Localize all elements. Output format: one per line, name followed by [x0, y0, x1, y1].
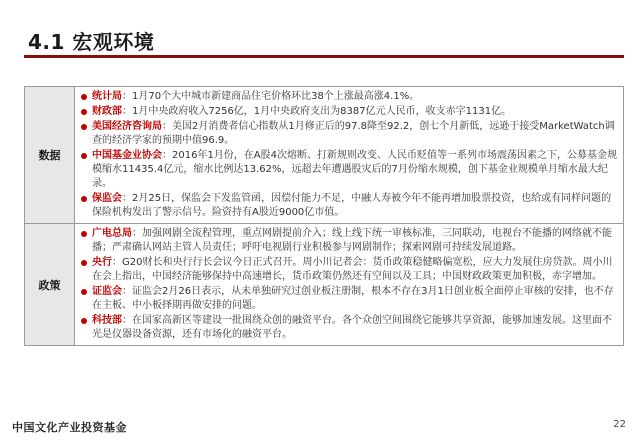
list-item [81, 285, 619, 313]
item-text: ：1月70个大中城市新建商品住宅价格环比38个上涨最高涨4.1%。 [122, 91, 420, 102]
item-source: 证监会 [92, 286, 122, 297]
list-item [81, 120, 619, 148]
bullet-icon [81, 124, 87, 130]
item-source: 财政部 [92, 106, 122, 117]
list-item [81, 105, 619, 119]
bullet-icon [81, 109, 87, 115]
fund-logo: 中国文化产业投资基金 [12, 421, 127, 434]
bullet-icon [81, 260, 87, 266]
category-label-data: 数据 [25, 87, 75, 224]
item-source: 央行 [92, 257, 112, 268]
bullet-icon [81, 153, 87, 159]
item-source: 保监会 [92, 193, 122, 204]
bullet-icon [81, 231, 87, 237]
list-item [81, 256, 619, 284]
category-content-policy [75, 224, 624, 346]
item-source: 美国经济咨询局 [92, 121, 162, 132]
item-source: 广电总局 [92, 228, 132, 239]
title-divider [24, 55, 624, 58]
item-text: ：2月25日，保监会下发监管函，因偿付能力不足，中融人寿被今年不能再增加股票投资，也给或有同样问题的保险机构发出了警示信号。险资持有A股近9000亿市值。 [92, 193, 612, 218]
table-row-data [25, 87, 624, 224]
list-item [81, 314, 619, 342]
item-text: ：在国家高新区等建设一批围绕众创的融资平台。各个众创空间围绕它能够共享资源，能够加速发展。这里面不光是仪器设备资源，还有市场化的融资平台。 [92, 315, 612, 340]
category-label-policy: 政策 [25, 224, 75, 346]
item-source: 中国基金业协会 [92, 150, 162, 161]
macro-environment-table [24, 86, 624, 346]
item-source: 科技部 [92, 315, 122, 326]
item-text: ：证监会2月26日表示，从未单独研究过创业板注册制，根本不存在3月1日创业板全面停止审核的安排，也不存在主板、中小板择期再做安排的问题。 [92, 286, 614, 311]
list-item [81, 192, 619, 220]
item-text: ：G20财长和央行行长会议今日正式召开。周小川记者会：货币政策稳健略偏宽松，应大力发展住房贷款。周小川在会上指出，中国经济能够保持中高速增长，货币政策仍然还有空间以及工具；中国财政政策更加积极，赤字增加。 [92, 257, 613, 282]
item-source: 统计局 [92, 91, 122, 102]
item-text: ：1月中央政府收入7256亿，1月中央政府支出为8387亿元人民币，收支赤字1131亿。 [122, 106, 512, 117]
list-item [81, 90, 619, 104]
table-row-policy [25, 224, 624, 346]
bullet-icon [81, 94, 87, 100]
page-number: 22 [613, 419, 626, 430]
bullet-icon [81, 318, 87, 324]
item-text: ：加强网剧全流程管理，重点网剧提前介入；线上线下统一审核标准，三同联动，电视台不能播的网络就不能播；严肃确认网站主管人员责任；呼吁电视剧行业积极参与网剧制作；探索网剧可持续发展道路。 [92, 228, 612, 253]
item-text: ：2016年1月份，在A股4次熔断、打新规则改变、人民币贬值等一系列市场震荡因素之下，公募基金规模缩水11435.4亿元，缩水比例达13.62%，远超去年遭遇股灾后的7月份缩水规模，创下基金业规模单月缩水最大纪录。 [92, 150, 618, 189]
list-item [81, 149, 619, 191]
page-title: 4.1 宏观环境 [28, 30, 155, 54]
category-content-data [75, 87, 624, 224]
bullet-icon [81, 196, 87, 202]
list-item [81, 227, 619, 255]
item-text: ：美国2月消费者信心指数从1月修正后的97.8降至92.2，创七个月新低，远逊于接受MarketWatch调查的经济学家的预期中值96.9。 [92, 121, 615, 146]
bullet-icon [81, 289, 87, 295]
slide-header [0, 0, 640, 62]
